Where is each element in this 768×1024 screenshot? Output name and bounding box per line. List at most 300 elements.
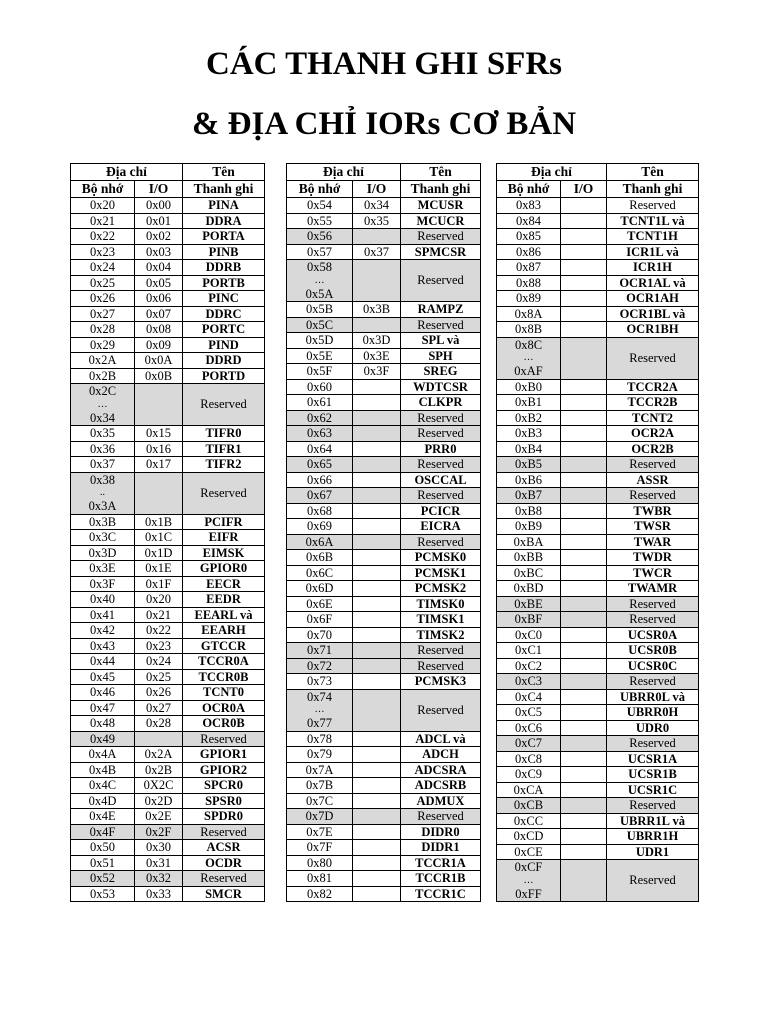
io-address (561, 612, 607, 628)
register-name: OCR0B (183, 716, 265, 732)
register-name: EIMSK (183, 545, 265, 561)
register-name: Reserved (401, 488, 481, 504)
io-address (353, 612, 401, 628)
table-row (497, 519, 699, 535)
register-name: Reserved (401, 534, 481, 550)
register-name: EEDR (183, 592, 265, 608)
memory-address: 0x43 (71, 638, 135, 654)
register-name: TWSR (607, 519, 699, 535)
io-address (353, 565, 401, 581)
register-name: UCSR1B (607, 767, 699, 783)
register-name: TIFR0 (183, 426, 265, 442)
io-address: 0x2F (135, 824, 183, 840)
table-row (497, 751, 699, 767)
address-header: Địa chỉ (71, 164, 183, 181)
table-row (497, 798, 699, 814)
register-name: UCSR1A (607, 751, 699, 767)
table-row (287, 333, 481, 349)
name-header-bottom: Thanh ghi (183, 181, 265, 198)
register-name: Reserved (607, 860, 699, 902)
table-row (71, 592, 265, 608)
register-name: Reserved (607, 198, 699, 214)
table-row (71, 306, 265, 322)
register-name: PORTA (183, 229, 265, 245)
table-row (497, 782, 699, 798)
table-row (71, 198, 265, 214)
register-name: OCR1AL và (607, 275, 699, 291)
table-row (71, 762, 265, 778)
table-row (71, 514, 265, 530)
io-address (561, 720, 607, 736)
memory-address-range (287, 260, 353, 302)
register-name: UBRR0L và (607, 689, 699, 705)
memory-header: Bộ nhớ (71, 181, 135, 198)
memory-address: 0x73 (287, 674, 353, 690)
memory-address: 0x5E (287, 348, 353, 364)
register-name: OCR1BH (607, 322, 699, 338)
register-name: ADCSRA (401, 762, 481, 778)
register-name: SPH (401, 348, 481, 364)
register-name: OCR1BL và (607, 306, 699, 322)
range-ellipsis: … (314, 274, 325, 286)
table-row (287, 426, 481, 442)
memory-address: 0x6B (287, 550, 353, 566)
address-header: Địa chỉ (287, 164, 401, 181)
io-address: 0x31 (135, 855, 183, 871)
io-address: 0x0B (135, 368, 183, 384)
memory-address: 0x86 (497, 244, 561, 260)
memory-address: 0x89 (497, 291, 561, 307)
register-name: PCICR (401, 503, 481, 519)
io-address: 0x1D (135, 545, 183, 561)
table-row (497, 581, 699, 597)
memory-address: 0x71 (287, 643, 353, 659)
register-name: UDR1 (607, 844, 699, 860)
register-name: EICRA (401, 519, 481, 535)
io-address (561, 705, 607, 721)
io-address: 0x3B (353, 302, 401, 318)
register-name: TCCR2B (607, 395, 699, 411)
table-row (287, 457, 481, 473)
memory-header: Bộ nhớ (287, 181, 353, 198)
memory-address: 0xB6 (497, 472, 561, 488)
register-name: TIFR1 (183, 441, 265, 457)
io-address (561, 472, 607, 488)
io-address: 0x35 (353, 213, 401, 229)
table-row (287, 317, 481, 333)
register-name: UBRR0H (607, 705, 699, 721)
table-row (287, 747, 481, 763)
memory-address: 0x2A (71, 353, 135, 369)
name-header-top: Tên (183, 164, 265, 181)
memory-address: 0xC9 (497, 767, 561, 783)
io-address (353, 410, 401, 426)
register-name: Reserved (401, 457, 481, 473)
io-address: 0x33 (135, 886, 183, 902)
memory-address: 0xB8 (497, 503, 561, 519)
register-name: Reserved (183, 731, 265, 747)
io-address: 0x2D (135, 793, 183, 809)
page-title: CÁC THANH GHI SFRs (205, 46, 563, 82)
io-address (561, 860, 607, 902)
register-name: MCUSR (401, 198, 481, 214)
table-row (71, 716, 265, 732)
io-address: 0x08 (135, 322, 183, 338)
io-address (353, 534, 401, 550)
register-name: TCCR2A (607, 379, 699, 395)
register-name: Reserved (401, 426, 481, 442)
table-row (497, 291, 699, 307)
table-row (287, 244, 481, 260)
name-header-top: Tên (607, 164, 699, 181)
table-row (287, 472, 481, 488)
table-row (497, 658, 699, 674)
io-address (353, 809, 401, 825)
io-address (353, 488, 401, 504)
io-address (561, 519, 607, 535)
register-name: ACSR (183, 840, 265, 856)
memory-address: 0xB3 (497, 426, 561, 442)
io-address (353, 457, 401, 473)
table-row (71, 747, 265, 763)
register-name: TIMSK0 (401, 596, 481, 612)
table-row (71, 809, 265, 825)
memory-address: 0xBE (497, 596, 561, 612)
register-name: OSCCAL (401, 472, 481, 488)
register-name: GTCCR (183, 638, 265, 654)
io-address: 0x09 (135, 337, 183, 353)
page-subtitle: & ĐỊA CHỈ IORs CƠ BẢN (191, 106, 577, 142)
range-end: 0x5A (305, 286, 334, 301)
table-row (287, 824, 481, 840)
memory-address: 0x2B (71, 368, 135, 384)
memory-address: 0xB1 (497, 395, 561, 411)
table-row (71, 457, 265, 473)
io-address: 0x02 (135, 229, 183, 245)
table-row (287, 488, 481, 504)
table-row (71, 337, 265, 353)
table-row (287, 658, 481, 674)
register-name: RAMPZ (401, 302, 481, 318)
register-name: OCR0A (183, 700, 265, 716)
memory-address: 0x46 (71, 685, 135, 701)
io-address (561, 244, 607, 260)
io-address (561, 503, 607, 519)
table-row (287, 565, 481, 581)
io-address (561, 291, 607, 307)
range-start: 0x58 (307, 260, 332, 274)
table-row (287, 778, 481, 794)
io-address: 0x34 (353, 198, 401, 214)
register-name: PCMSK3 (401, 674, 481, 690)
range-end: 0x3A (88, 499, 117, 513)
io-address: 0x25 (135, 669, 183, 685)
memory-address: 0x28 (71, 322, 135, 338)
register-table-3 (496, 163, 699, 902)
register-name: EIFR (183, 530, 265, 546)
table-row (71, 793, 265, 809)
table-row (497, 488, 699, 504)
register-name: Reserved (607, 488, 699, 504)
table-row (71, 368, 265, 384)
register-name: ASSR (607, 472, 699, 488)
table-row (287, 348, 481, 364)
register-table-2 (286, 163, 481, 902)
memory-address: 0x81 (287, 871, 353, 887)
register-name: MCUCR (401, 213, 481, 229)
memory-address: 0x88 (497, 275, 561, 291)
range-end: 0x34 (90, 410, 115, 425)
memory-address: 0xC0 (497, 627, 561, 643)
io-address: 0x20 (135, 592, 183, 608)
table-row (287, 441, 481, 457)
memory-address: 0x3C (71, 530, 135, 546)
memory-address: 0xC8 (497, 751, 561, 767)
register-name: EEARH (183, 623, 265, 639)
range-start: 0xCF (514, 860, 543, 874)
io-address (561, 395, 607, 411)
table-row (497, 260, 699, 276)
register-name: Reserved (401, 260, 481, 302)
io-address: 0x03 (135, 244, 183, 260)
register-name: TWAMR (607, 581, 699, 597)
register-name: CLKPR (401, 395, 481, 411)
register-name: TCCR0A (183, 654, 265, 670)
io-address (353, 658, 401, 674)
table-row (497, 596, 699, 612)
register-name: Reserved (607, 337, 699, 379)
memory-address: 0x7D (287, 809, 353, 825)
register-name: PINA (183, 198, 265, 214)
memory-address: 0x65 (287, 457, 353, 473)
memory-address: 0x22 (71, 229, 135, 245)
io-address: 0x1F (135, 576, 183, 592)
memory-address: 0x57 (287, 244, 353, 260)
table-row (287, 519, 481, 535)
register-name: PCMSK1 (401, 565, 481, 581)
table-row (287, 809, 481, 825)
io-address (561, 457, 607, 473)
register-name: Reserved (607, 798, 699, 814)
table-row (497, 643, 699, 659)
memory-address: 0x64 (287, 441, 353, 457)
register-name: OCR1AH (607, 291, 699, 307)
range-ellipsis: … (523, 874, 534, 886)
table-row (71, 441, 265, 457)
io-address: 0x2A (135, 747, 183, 763)
memory-address: 0xBD (497, 581, 561, 597)
register-name: DDRA (183, 213, 265, 229)
table-row (71, 545, 265, 561)
memory-address: 0x44 (71, 654, 135, 670)
io-address: 0x06 (135, 291, 183, 307)
io-address: 0x3E (353, 348, 401, 364)
io-address: 0x1E (135, 561, 183, 577)
register-name: SPL và (401, 333, 481, 349)
table-row (71, 561, 265, 577)
register-name: TWCR (607, 565, 699, 581)
table-row (497, 627, 699, 643)
memory-address: 0x84 (497, 213, 561, 229)
io-address: 0x17 (135, 457, 183, 473)
register-name: PORTC (183, 322, 265, 338)
memory-address: 0x3B (71, 514, 135, 530)
memory-address: 0x20 (71, 198, 135, 214)
memory-address: 0xB0 (497, 379, 561, 395)
memory-address: 0x66 (287, 472, 353, 488)
io-address (561, 441, 607, 457)
io-address (561, 627, 607, 643)
register-name: PCMSK2 (401, 581, 481, 597)
register-name: TCCR1A (401, 855, 481, 871)
memory-address: 0x54 (287, 198, 353, 214)
io-address: 0X2C (135, 778, 183, 794)
table-row (287, 793, 481, 809)
io-address (353, 855, 401, 871)
memory-address: 0x83 (497, 198, 561, 214)
memory-address: 0xC1 (497, 643, 561, 659)
io-address: 0x28 (135, 716, 183, 732)
table-row (287, 627, 481, 643)
table-row (497, 441, 699, 457)
memory-address: 0x52 (71, 871, 135, 887)
register-name: PORTD (183, 368, 265, 384)
register-name: UCSR1C (607, 782, 699, 798)
table-row (287, 198, 481, 214)
io-address (561, 565, 607, 581)
memory-address: 0x62 (287, 410, 353, 426)
register-name: TCNT0 (183, 685, 265, 701)
memory-address: 0x56 (287, 229, 353, 245)
memory-address: 0x36 (71, 441, 135, 457)
memory-header: Bộ nhớ (497, 181, 561, 198)
memory-address: 0xBA (497, 534, 561, 550)
table-row (497, 705, 699, 721)
register-name: PCMSK0 (401, 550, 481, 566)
memory-address: 0xCC (497, 813, 561, 829)
table-row (497, 395, 699, 411)
range-end: 0xFF (515, 886, 542, 901)
io-address (561, 275, 607, 291)
range-ellipsis: .. (100, 487, 105, 498)
table-row (287, 379, 481, 395)
io-address (561, 813, 607, 829)
table-row (497, 213, 699, 229)
register-name: UCSR0A (607, 627, 699, 643)
io-address (353, 747, 401, 763)
table-row (71, 638, 265, 654)
io-address (135, 472, 183, 514)
table-row (287, 886, 481, 902)
register-name: Reserved (401, 809, 481, 825)
memory-address: 0x6A (287, 534, 353, 550)
memory-address: 0x60 (287, 379, 353, 395)
io-address: 0x16 (135, 441, 183, 457)
name-header-bottom: Thanh ghi (401, 181, 481, 198)
memory-address: 0x4D (71, 793, 135, 809)
io-address (561, 658, 607, 674)
io-address: 0x1C (135, 530, 183, 546)
memory-address: 0x87 (497, 260, 561, 276)
memory-address: 0x7A (287, 762, 353, 778)
memory-address-range (497, 337, 561, 379)
table-row (71, 244, 265, 260)
io-address: 0x3D (353, 333, 401, 349)
register-name: PORTB (183, 275, 265, 291)
register-name: ADCH (401, 747, 481, 763)
register-name: PINB (183, 244, 265, 260)
register-name: ADCL và (401, 731, 481, 747)
table-row (287, 840, 481, 856)
memory-address: 0x4A (71, 747, 135, 763)
io-address (561, 379, 607, 395)
table-row (497, 198, 699, 214)
table-row (497, 534, 699, 550)
io-address (561, 674, 607, 690)
memory-address: 0xB9 (497, 519, 561, 535)
io-address: 0x22 (135, 623, 183, 639)
io-address (353, 674, 401, 690)
io-address (353, 260, 401, 302)
table-row (71, 731, 265, 747)
register-name: Reserved (401, 658, 481, 674)
memory-address: 0x68 (287, 503, 353, 519)
memory-address: 0x5F (287, 364, 353, 380)
register-name: ICR1L và (607, 244, 699, 260)
memory-address: 0x37 (71, 457, 135, 473)
memory-address: 0x3D (71, 545, 135, 561)
memory-address: 0x5D (287, 333, 353, 349)
register-name: GPIOR0 (183, 561, 265, 577)
io-address (353, 550, 401, 566)
table-row (287, 731, 481, 747)
io-address (353, 229, 401, 245)
register-name: TIMSK2 (401, 627, 481, 643)
register-name: WDTCSR (401, 379, 481, 395)
range-ellipsis: … (523, 352, 534, 363)
io-address: 0x04 (135, 260, 183, 276)
memory-address: 0x82 (287, 886, 353, 902)
memory-address: 0x70 (287, 627, 353, 643)
io-address (561, 426, 607, 442)
name-header-bottom: Thanh ghi (607, 181, 699, 198)
register-name: EEARL và (183, 607, 265, 623)
table-row (497, 244, 699, 260)
table-row (71, 871, 265, 887)
memory-address: 0x5B (287, 302, 353, 318)
table-row (71, 855, 265, 871)
io-address (561, 260, 607, 276)
table-row (497, 379, 699, 395)
table-row (71, 700, 265, 716)
table-row (497, 426, 699, 442)
io-address: 0x07 (135, 306, 183, 322)
register-name: DIDR0 (401, 824, 481, 840)
range-start: 0x74 (307, 689, 332, 704)
table-row (71, 824, 265, 840)
register-name: TCCR1B (401, 871, 481, 887)
table-row (287, 364, 481, 380)
register-name: PINC (183, 291, 265, 307)
memory-address: 0x8B (497, 322, 561, 338)
memory-address: 0x40 (71, 592, 135, 608)
io-header: I/O (353, 181, 401, 198)
io-address (561, 534, 607, 550)
range-start: 0x2C (88, 384, 117, 398)
table-row (287, 596, 481, 612)
register-name: DDRD (183, 353, 265, 369)
memory-address: 0x78 (287, 731, 353, 747)
